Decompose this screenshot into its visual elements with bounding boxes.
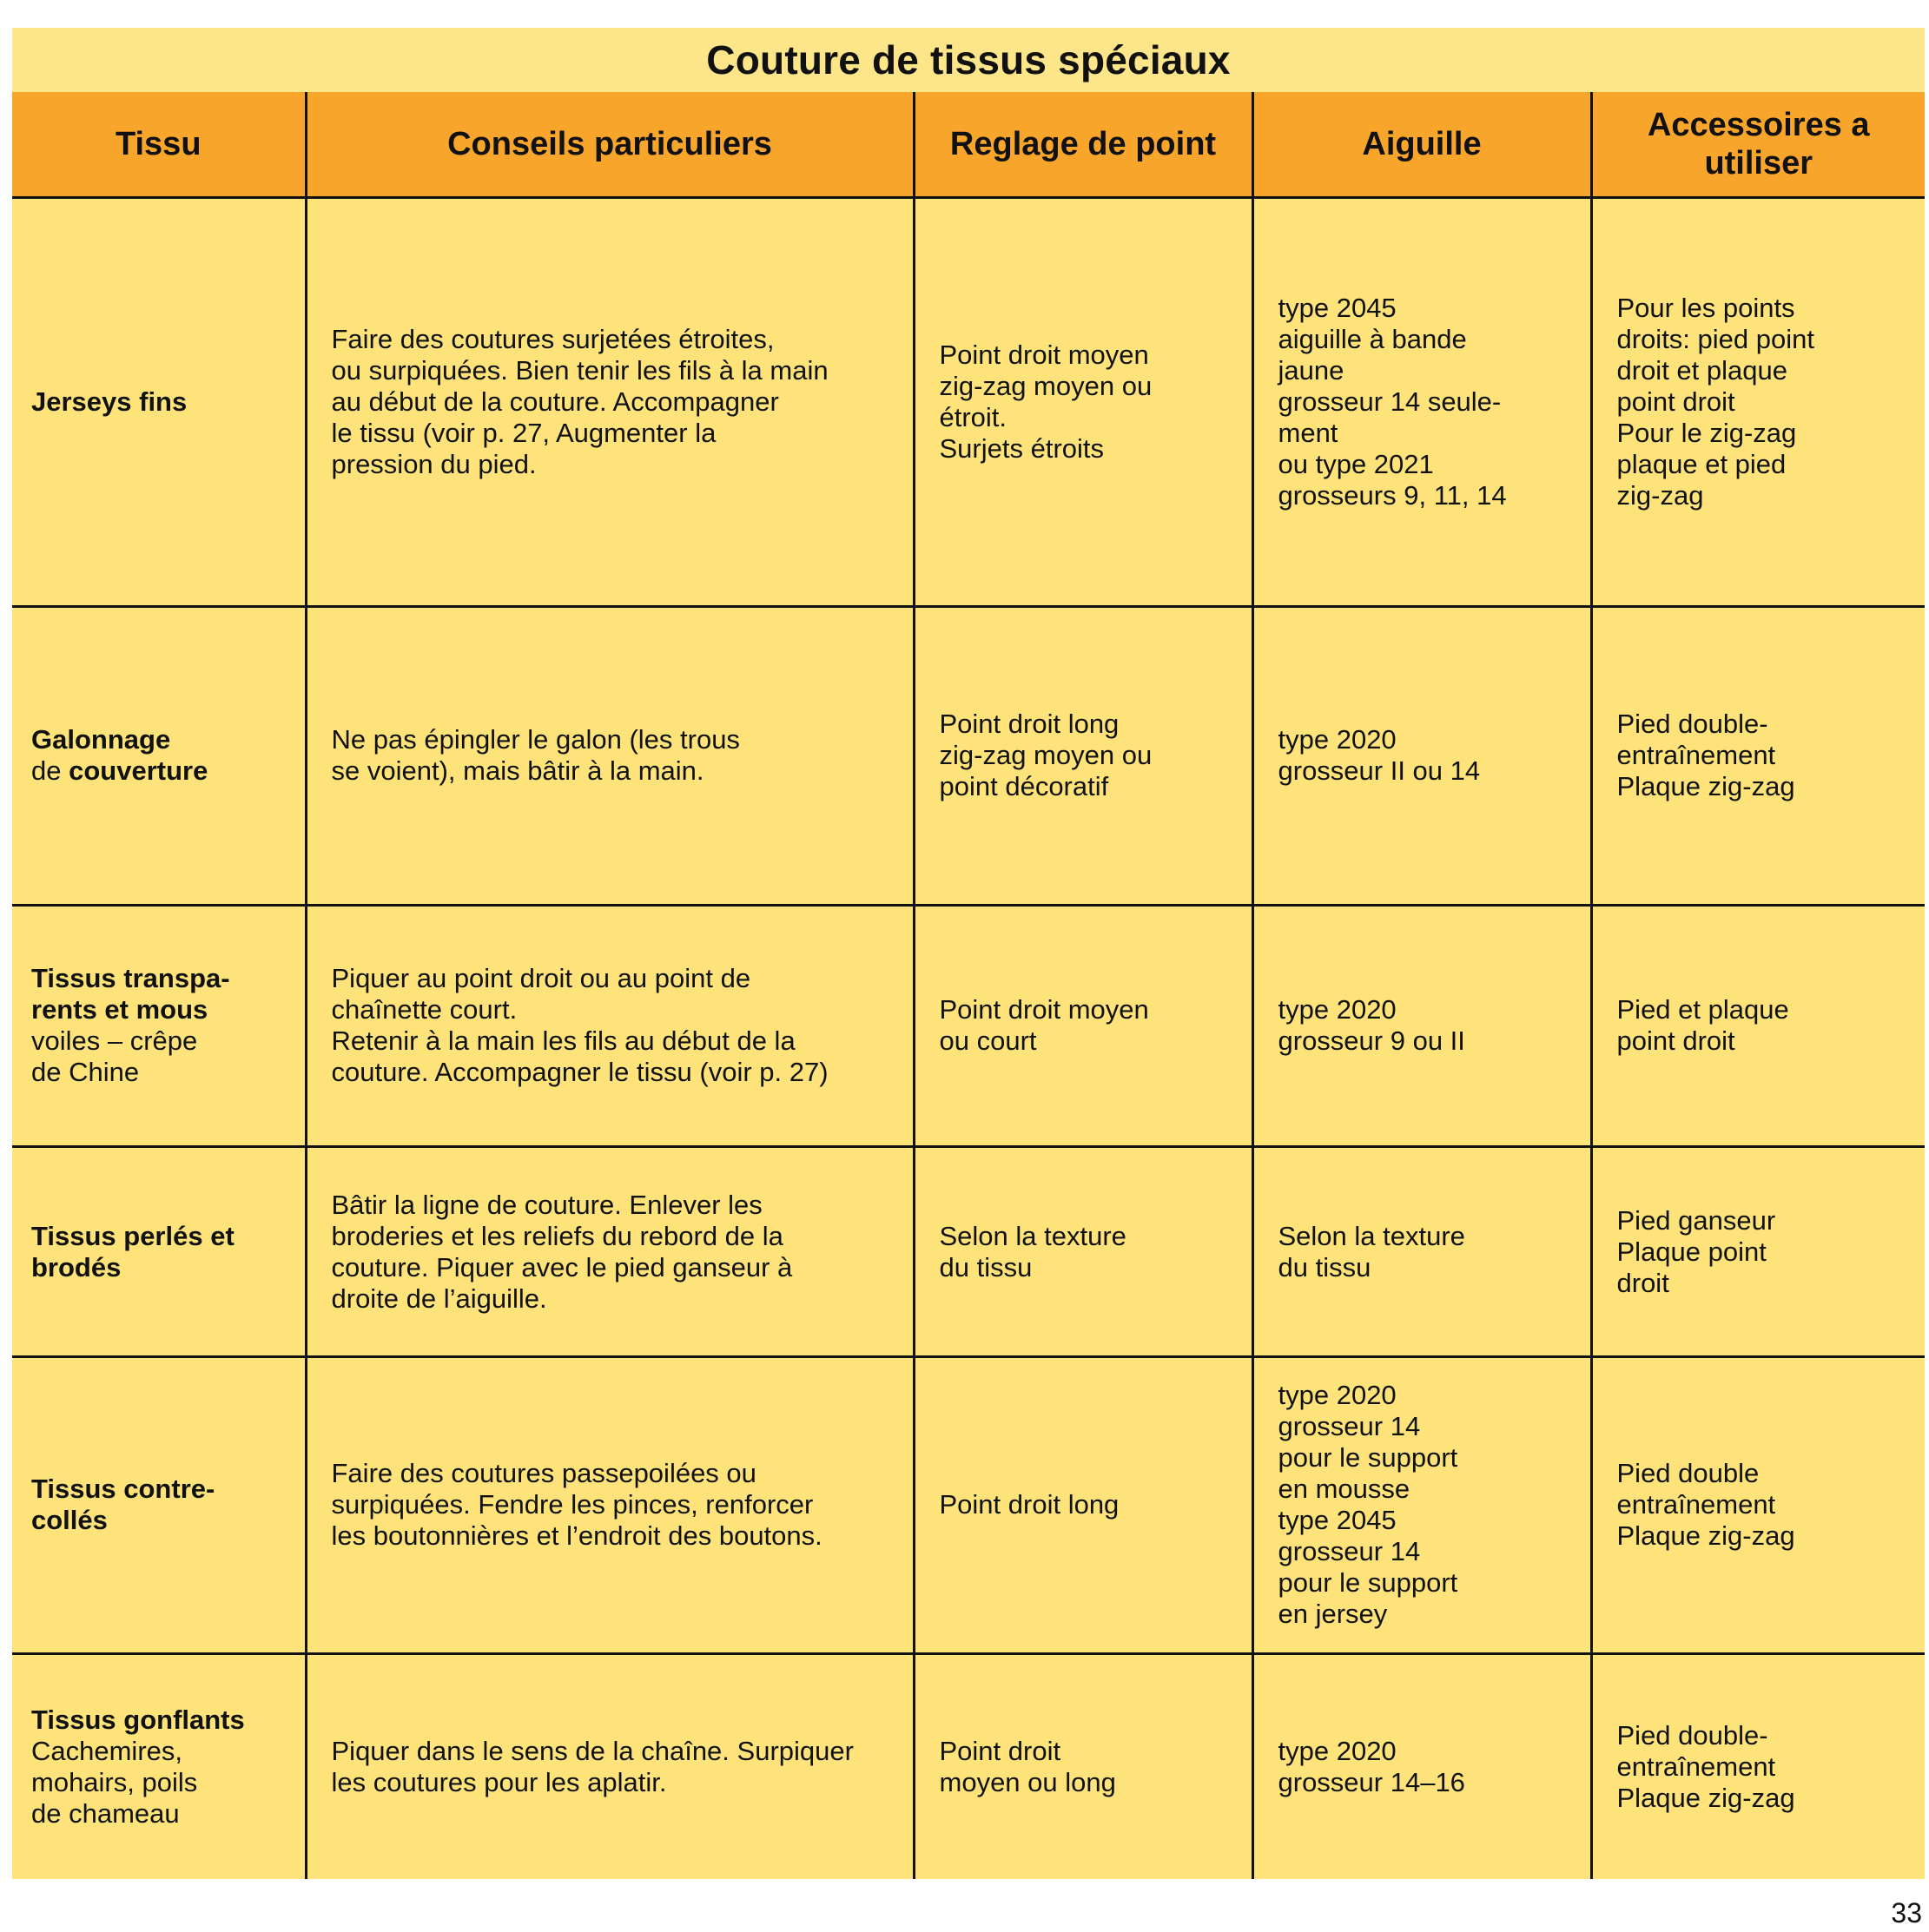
table-row xyxy=(12,198,1925,607)
cell-fabric xyxy=(12,1653,306,1879)
cell-conseils: Piquer au point droit ou au point de chaînette court. Retenir à la main les fils au début de la couture. Accompagner le tissu (voir p. 27) xyxy=(306,905,914,1147)
title-band xyxy=(12,28,1925,92)
fabric-name: Galonnage xyxy=(31,724,171,755)
header-reglage: Reglage de point xyxy=(914,92,1252,198)
fabric-name: Tissus gonflants xyxy=(31,1704,245,1735)
cell-conseils: Bâtir la ligne de couture. Enlever les broderies et les reliefs du rebord de la couture. Piquer avec le pied ganseur à droite de l’aiguille. xyxy=(306,1147,914,1357)
fabric-name: Tissus contre- collés xyxy=(31,1474,215,1536)
table-header-row xyxy=(12,92,1925,198)
cell-aiguille: type 2020 grosseur 14 pour le support en mousse type 2045 grosseur 14 pour le support en jersey xyxy=(1252,1357,1591,1653)
cell-accessoires: Pied double- entraînement Plaque zig-zag xyxy=(1591,1653,1925,1879)
cell-accessoires: Pied double entraînement Plaque zig-zag xyxy=(1591,1357,1925,1653)
table-row xyxy=(12,905,1925,1147)
page-number: 33 xyxy=(1891,1897,1922,1929)
cell-accessoires: Pied ganseur Plaque point droit xyxy=(1591,1147,1925,1357)
cell-aiguille: type 2045 aiguille à bande jaune grosseur 14 seule- ment ou type 2021 grosseurs 9, 11, 14 xyxy=(1252,198,1591,607)
document-sheet xyxy=(12,28,1925,1879)
cell-conseils: Faire des coutures passepoilées ou surpiquées. Fendre les pinces, renforcer les boutonnières et l’endroit des boutons. xyxy=(306,1357,914,1653)
cell-fabric xyxy=(12,198,306,607)
cell-reglage: Point droit long xyxy=(914,1357,1252,1653)
cell-fabric xyxy=(12,607,306,905)
table-row xyxy=(12,1653,1925,1879)
cell-aiguille: Selon la texture du tissu xyxy=(1252,1147,1591,1357)
fabric-desc: voiles – crêpe de Chine xyxy=(31,1025,198,1088)
table-row xyxy=(12,607,1925,905)
cell-fabric xyxy=(12,1147,306,1357)
table-row xyxy=(12,1147,1925,1357)
header-accessoires: Accessoires a utiliser xyxy=(1591,92,1925,198)
fabric-name-prefix: de xyxy=(31,755,69,787)
cell-conseils: Ne pas épingler le galon (les trous se voient), mais bâtir à la main. xyxy=(306,607,914,905)
fabric-name: Jerseys fins xyxy=(31,386,188,418)
cell-accessoires: Pied et plaque point droit xyxy=(1591,905,1925,1147)
cell-reglage: Point droit long zig-zag moyen ou point décoratif xyxy=(914,607,1252,905)
fabric-table xyxy=(12,92,1925,1879)
cell-aiguille: type 2020 grosseur 9 ou II xyxy=(1252,905,1591,1147)
cell-aiguille: type 2020 grosseur II ou 14 xyxy=(1252,607,1591,905)
fabric-name: Tissus transpa- rents et mous xyxy=(31,963,230,1025)
cell-reglage: Point droit moyen zig-zag moyen ou étroit. Surjets étroits xyxy=(914,198,1252,607)
cell-fabric xyxy=(12,905,306,1147)
cell-accessoires: Pied double- entraînement Plaque zig-zag xyxy=(1591,607,1925,905)
fabric-name-second: couverture xyxy=(69,755,208,787)
table-row xyxy=(12,1357,1925,1653)
fabric-name: Tissus perlés et brodés xyxy=(31,1220,235,1283)
header-tissu: Tissu xyxy=(12,92,306,198)
header-aiguille: Aiguille xyxy=(1252,92,1591,198)
header-conseils: Conseils particuliers xyxy=(306,92,914,198)
cell-reglage: Selon la texture du tissu xyxy=(914,1147,1252,1357)
fabric-desc: Cachemires, mohairs, poils de chameau xyxy=(31,1735,198,1829)
cell-reglage: Point droit moyen ou long xyxy=(914,1653,1252,1879)
cell-fabric xyxy=(12,1357,306,1653)
cell-accessoires: Pour les points droits: pied point droit et plaque point droit Pour le zig-zag plaque et pied zig-zag xyxy=(1591,198,1925,607)
page-title: Couture de tissus spéciaux xyxy=(706,37,1231,82)
cell-aiguille: type 2020 grosseur 14–16 xyxy=(1252,1653,1591,1879)
cell-conseils: Piquer dans le sens de la chaîne. Surpiquer les coutures pour les aplatir. xyxy=(306,1653,914,1879)
cell-reglage: Point droit moyen ou court xyxy=(914,905,1252,1147)
cell-conseils: Faire des coutures surjetées étroites, ou surpiquées. Bien tenir les fils à la main au début de la couture. Accompagner le tissu (voir p. 27, Augmenter la pression du pied. xyxy=(306,198,914,607)
